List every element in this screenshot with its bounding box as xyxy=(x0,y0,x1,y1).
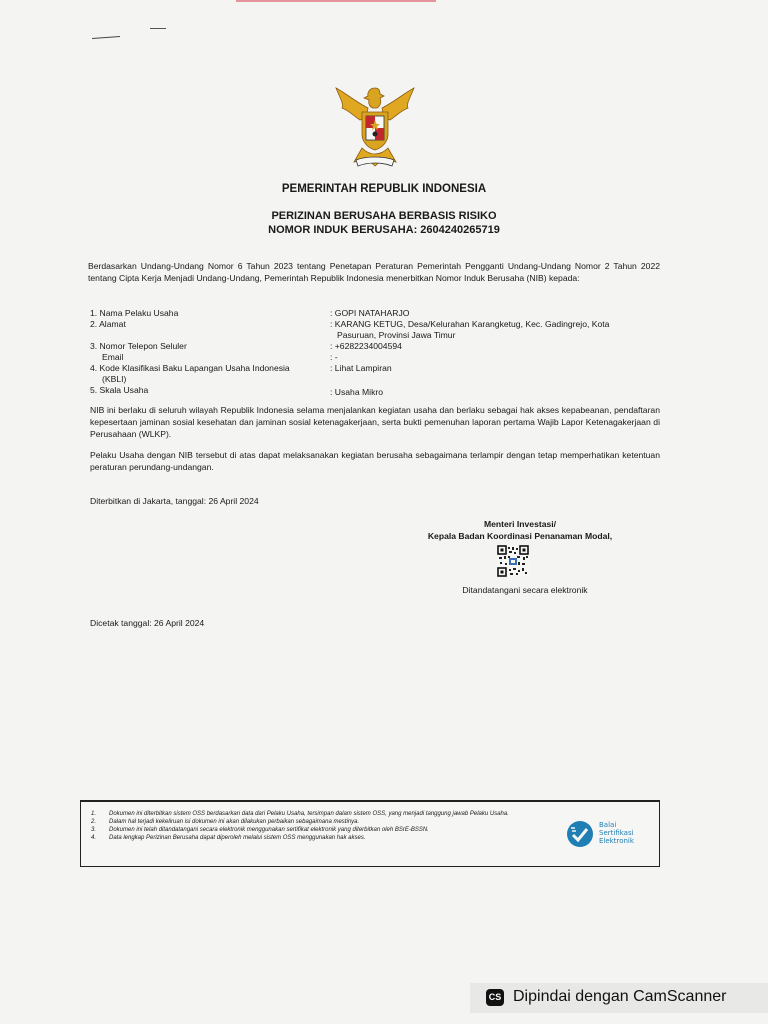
field-label-phone: 3. Nomor Telepon Seluler xyxy=(90,341,187,351)
camscanner-label: Dipindai dengan CamScanner xyxy=(513,988,727,1005)
signatory-block xyxy=(380,518,660,542)
bsre-label: Balai Sertifikasi Elektronik xyxy=(599,821,634,845)
printed-date: Dicetak tanggal: 26 April 2024 xyxy=(90,618,205,628)
issued-date: Diterbitkan di Jakarta, tanggal: 26 April 2024 xyxy=(90,496,259,506)
footer-notes-box xyxy=(80,800,660,867)
field-value-address-line2: Pasuruan, Provinsi Jawa Timur xyxy=(337,330,456,340)
footer-notes-list xyxy=(89,810,559,842)
field-value-kbli: : Lihat Lampiran xyxy=(330,363,392,373)
field-value-address: : KARANG KETUG, Desa/Kelurahan Karangketug, Kec. Gadingrejo, Kota xyxy=(330,319,610,329)
camscanner-icon: CS xyxy=(486,989,504,1006)
bsre-logo xyxy=(565,819,655,853)
field-label-kbli-abbr: (KBLI) xyxy=(102,374,127,384)
field-value-scale: : Usaha Mikro xyxy=(330,387,384,397)
signatory-title-2: Kepala Badan Koordinasi Penanaman Modal, xyxy=(427,531,613,541)
camscanner-watermark xyxy=(470,983,768,1013)
field-label-business-name: 1. Nama Pelaku Usaha xyxy=(90,308,179,318)
document-title: PERIZINAN BERUSAHA BERBASIS RISIKO xyxy=(271,210,497,222)
field-label-address: 2. Alamat xyxy=(90,319,126,329)
pen-mark xyxy=(92,36,120,39)
validity-paragraph: NIB ini berlaku di seluruh wilayah Republik Indonesia selama menjalankan kegiatan usaha dan berlaku sebagai hak akses kepabeanan, pendaftaran kepesertaan jaminan sosial kesehatan dan jaminan sosial ketenagakerjaan, serta bukti pemenuhan laporan pertama Wajib Lapor Ketenagakerjaan di Perusahaan (WLKP). xyxy=(90,405,660,439)
bsre-emblem-icon xyxy=(565,819,595,849)
footer-note: 4. Data lengkap Perizinan Berusaha dapat diperoleh melalui sistem OSS menggunakan hak akses. xyxy=(91,835,366,841)
signatory-title-1: Menteri Investasi/ xyxy=(483,519,557,529)
footer-note: 1. Dokumen ini diterbitkan sistem OSS berdasarkan data dari Pelaku Usaha, tersimpan dalam sistem OSS, yang menjadi tanggung jawab Pelaku Usaha. xyxy=(91,811,509,817)
government-title: PEMERINTAH REPUBLIK INDONESIA xyxy=(281,183,487,195)
nib-number: NOMOR INDUK BERUSAHA: 2604240265719 xyxy=(268,224,500,236)
footer-note: 2. Dalam hal terjadi kekeliruan isi dokumen ini akan dilakukan perbaikan sebagaimana mestinya. xyxy=(91,819,360,825)
field-value-phone: : +6282234004594 xyxy=(330,341,402,351)
field-label-email: Email xyxy=(102,352,124,362)
field-label-scale: 5. Skala Usaha xyxy=(90,385,149,395)
footer-note: 3. Dokumen ini telah ditandatangani secara elektronik menggunakan sertifikat elektronik yang diterbitkan oleh BSrE-BSSN. xyxy=(91,827,429,833)
field-value-business-name: : GOPI NATAHARJO xyxy=(330,308,410,318)
field-label-kbli: 4. Kode Klasifikasi Baku Lapangan Usaha Indonesia xyxy=(90,363,290,373)
garuda-emblem-icon xyxy=(332,82,418,170)
electronic-signature-note: Ditandatangani secara elektronik xyxy=(462,585,588,595)
pen-mark xyxy=(150,28,166,29)
field-value-email: : - xyxy=(330,352,338,362)
scan-edge-mark xyxy=(236,0,436,2)
qr-code-icon xyxy=(497,545,529,577)
intro-paragraph: Berdasarkan Undang-Undang Nomor 6 Tahun 2023 tentang Penetapan Peraturan Pemerintah Pengganti Undang-Undang Nomor 2 Tahun 2022 tentang Cipta Kerja Menjadi Undang-Undang, Pemerintah Republik Indonesia menerbitkan Nomor Induk Berusaha (NIB) kepada: xyxy=(88,261,660,283)
obligation-paragraph: Pelaku Usaha dengan NIB tersebut di atas dapat melaksanakan kegiatan berusaha sebagaimana terlampir dengan tetap memperhatikan ketentuan peraturan perundang-undangan. xyxy=(90,450,660,472)
